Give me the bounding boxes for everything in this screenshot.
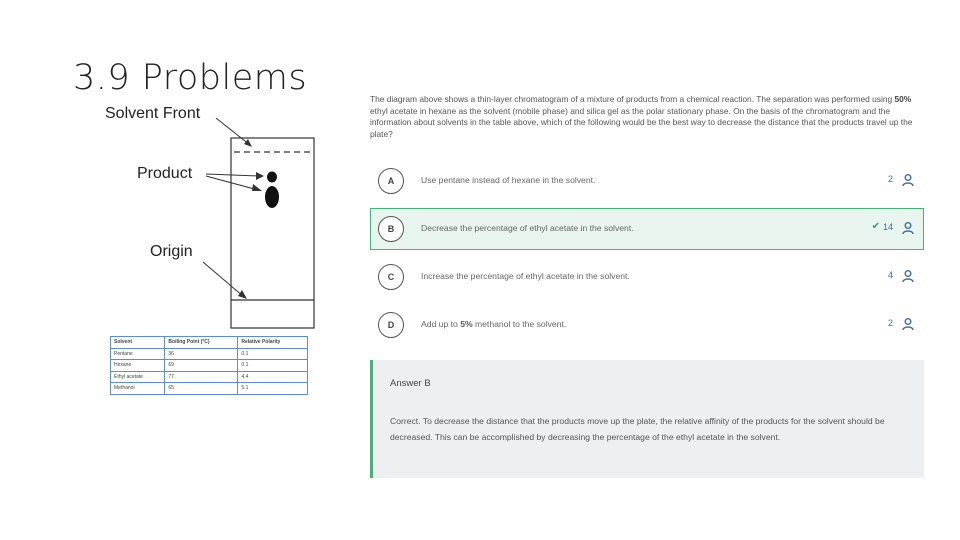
table-cell: 5.1 xyxy=(238,383,308,395)
question-text xyxy=(370,94,926,140)
answer-explanation xyxy=(370,360,924,478)
solvent-front-label: Solvent Front xyxy=(105,105,201,122)
table-cell: 0.1 xyxy=(238,360,308,372)
answer-title: Answer B xyxy=(390,378,431,389)
table-row xyxy=(111,360,308,372)
table-header-cell: Solvent xyxy=(111,337,165,349)
question-bold-value: 50% xyxy=(894,94,912,104)
chromatogram-svg xyxy=(0,0,340,540)
table-cell: Methanol xyxy=(111,383,165,395)
option-bold-value: 5% xyxy=(460,319,473,329)
user-icon xyxy=(901,317,915,331)
solvent-properties-table xyxy=(110,336,308,395)
table-row xyxy=(111,383,308,395)
table-row xyxy=(111,348,308,360)
product-label: Product xyxy=(137,165,193,182)
answer-option-c[interactable] xyxy=(370,256,924,298)
answer-option-b[interactable] xyxy=(370,208,924,250)
product-spot-upper xyxy=(267,172,277,183)
checkmark-icon: ✔ xyxy=(871,221,880,232)
table-cell: Hexane xyxy=(111,360,165,372)
table-row xyxy=(111,371,308,383)
user-icon xyxy=(901,173,915,187)
table-cell: 65 xyxy=(165,383,238,395)
answer-text: Correct. To decrease the distance that the products move up the plate, the relative affinity of the products for the solvent should be decreased. This can be accomplished by decreasing the percentage of the ethyl acetate in the solvent. xyxy=(390,416,885,442)
response-count: 4 xyxy=(887,270,893,280)
table-cell: Ethyl acetate xyxy=(111,371,165,383)
table-cell: Pentane xyxy=(111,348,165,360)
table-header-cell: Relative Polarity xyxy=(238,337,308,349)
table-cell: 0.1 xyxy=(238,348,308,360)
user-icon xyxy=(901,269,915,283)
table-cell: 4.4 xyxy=(238,371,308,383)
origin-label: Origin xyxy=(150,243,193,260)
option-letter: D xyxy=(378,312,404,338)
option-letter: B xyxy=(378,216,404,242)
slide-title: 3.9 Problems xyxy=(73,58,308,98)
table-cell: 36 xyxy=(165,348,238,360)
response-count: 2 xyxy=(887,174,893,184)
question-text-part: The diagram above shows a thin-layer chromatogram of a mixture of products from a chemical reaction. The separation was performed using xyxy=(370,94,895,104)
response-count: 14 xyxy=(882,222,893,232)
product-spot-lower xyxy=(265,186,279,208)
option-text: Decrease the percentage of ethyl acetate in the solvent. xyxy=(421,223,634,233)
option-text xyxy=(421,319,566,329)
option-text-part: methanol to the solvent. xyxy=(472,319,567,329)
answer-option-d[interactable] xyxy=(370,304,924,346)
table-header-row xyxy=(111,337,308,349)
response-count: 2 xyxy=(887,318,893,328)
table-cell: 77 xyxy=(165,371,238,383)
table-cell: 69 xyxy=(165,360,238,372)
table-header-cell: Boiling Point (°C) xyxy=(165,337,238,349)
answer-option-a[interactable] xyxy=(370,160,924,202)
option-letter: C xyxy=(378,264,404,290)
question-text-part: ethyl acetate in hexane as the solvent (mobile phase) and silica gel as the polar stationary phase. On the basis of the chromatogram and the information about solvents in the table above, which of the following would be the best way to decrease the distance that the products travel up the plate? xyxy=(370,105,913,139)
option-text-part: Add up to xyxy=(421,319,461,329)
option-text: Increase the percentage of ethyl acetate in the solvent. xyxy=(421,271,630,281)
chromatogram-diagram xyxy=(0,0,340,540)
option-text: Use pentane instead of hexane in the solvent. xyxy=(421,175,596,185)
option-letter: A xyxy=(378,168,404,194)
user-icon xyxy=(901,221,915,235)
